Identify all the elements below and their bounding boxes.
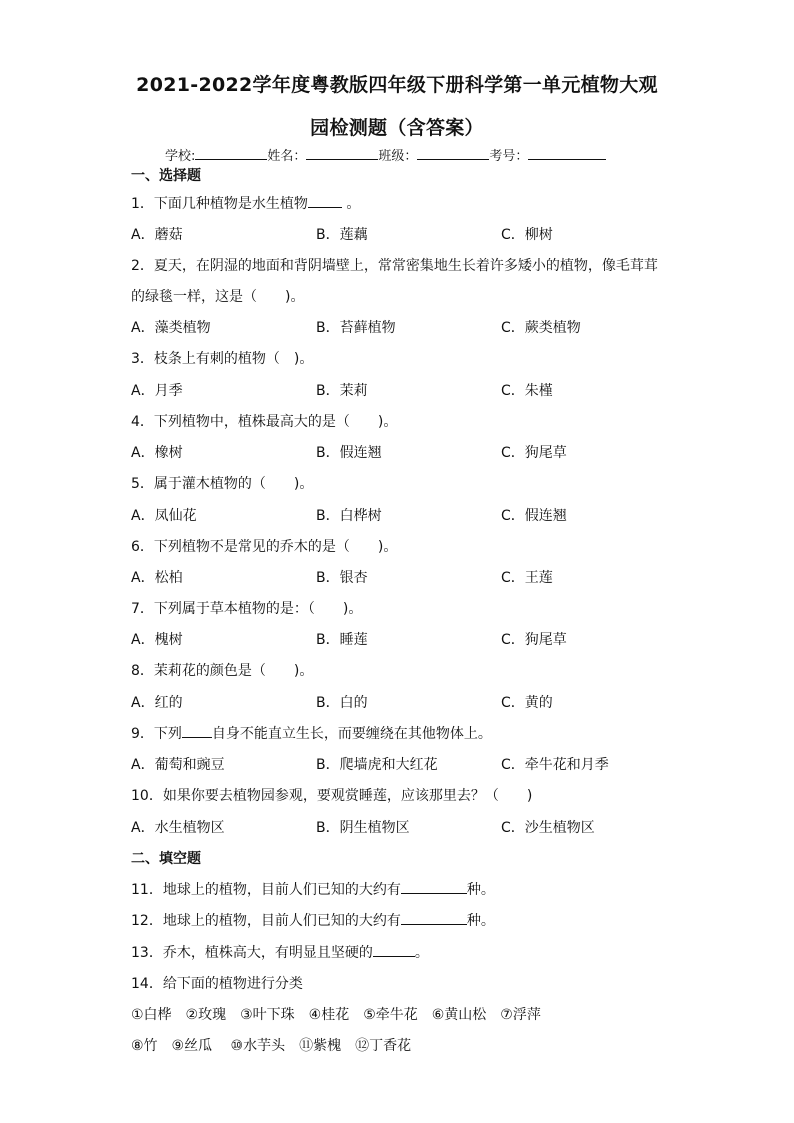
school-label: 学校:: [165, 149, 196, 164]
answer-blank[interactable]: [182, 723, 212, 738]
q4-option-a[interactable]: A．橡树: [131, 445, 183, 461]
q9-option-c[interactable]: C．牵牛花和月季: [501, 757, 609, 773]
question-2-line-1: 2．夏天，在阴湿的地面和背阴墙壁上，常常密集地生长着许多矮小的植物，像毛茸茸: [131, 258, 658, 274]
answer-blank[interactable]: [401, 910, 467, 925]
question-14: 14．给下面的植物进行分类: [131, 976, 303, 992]
q3-option-a[interactable]: A．月季: [131, 383, 183, 399]
q8-option-c[interactable]: C．黄的: [501, 695, 553, 711]
q2-option-b[interactable]: B．苔藓植物: [316, 320, 396, 336]
q2-option-a[interactable]: A．藻类植物: [131, 320, 211, 336]
document-title-line-1: 2021-2022学年度粤教版四年级下册科学第一单元植物大观: [136, 74, 658, 96]
question-1-text: 1．下面几种植物是水生植物: [131, 196, 308, 212]
q9-option-b[interactable]: B．爬墙虎和大红花: [316, 757, 438, 773]
number-blank[interactable]: [528, 147, 606, 160]
q7-option-c[interactable]: C．狗尾草: [501, 632, 567, 648]
section-heading-choice: 一、选择题: [131, 168, 201, 184]
q1-option-b[interactable]: B．莲藕: [316, 227, 368, 243]
q9-option-a[interactable]: A．葡萄和豌豆: [131, 757, 225, 773]
answer-blank[interactable]: [401, 879, 467, 894]
document-title-line-2: 园检测题（含答案）: [310, 117, 484, 139]
question-9: [131, 723, 492, 743]
question-13: [131, 942, 429, 962]
class-blank[interactable]: [417, 147, 489, 160]
question-9-text: 9．下列: [131, 726, 182, 742]
q1-option-c[interactable]: C．柳树: [501, 227, 553, 243]
q6-option-a[interactable]: A．松柏: [131, 570, 183, 586]
class-label: 班级：: [378, 149, 418, 164]
q5-option-c[interactable]: C．假连翘: [501, 508, 567, 524]
q5-option-a[interactable]: A．凤仙花: [131, 508, 197, 524]
question-5: 5．属于灌木植物的（ )。: [131, 476, 314, 492]
q4-option-b[interactable]: B．假连翘: [316, 445, 382, 461]
answer-blank[interactable]: [308, 193, 342, 208]
number-label: 考号：: [489, 149, 529, 164]
question-2-line-2: 的绿毯一样，这是（ )。: [131, 289, 305, 305]
q3-option-b[interactable]: B．茉莉: [316, 383, 368, 399]
q6-option-c[interactable]: C．王莲: [501, 570, 553, 586]
q10-option-b[interactable]: B．阴生植物区: [316, 820, 410, 836]
student-info-row: [165, 145, 606, 164]
q1-option-a[interactable]: A．蘑菇: [131, 227, 183, 243]
question-11-text: 11．地球上的植物，目前人们已知的大约有: [131, 882, 401, 898]
question-1-end: 。: [341, 196, 361, 212]
question-12: [131, 910, 495, 930]
question-3: 3．枝条上有刺的植物（ )。: [131, 351, 314, 367]
question-12-text: 12．地球上的植物，目前人们已知的大约有: [131, 913, 401, 929]
q7-option-b[interactable]: B．睡莲: [316, 632, 368, 648]
name-label: 姓名：: [267, 149, 307, 164]
question-11: [131, 879, 495, 899]
q8-option-a[interactable]: A．红的: [131, 695, 183, 711]
section-heading-fill: 二、填空题: [131, 851, 201, 867]
q8-option-b[interactable]: B．白的: [316, 695, 368, 711]
question-11-end: 种。: [466, 882, 495, 898]
q7-option-a[interactable]: A．槐树: [131, 632, 183, 648]
name-blank[interactable]: [306, 147, 378, 160]
q10-option-a[interactable]: A．水生植物区: [131, 820, 225, 836]
question-4: 4．下列植物中，植株最高大的是（ )。: [131, 414, 398, 430]
plant-list-row-2: ⑧竹 ⑨丝瓜 ⑩水芋头 ⑪紫槐 ⑫丁香花: [131, 1038, 412, 1054]
question-13-end: 。: [414, 945, 429, 961]
q10-option-c[interactable]: C．沙生植物区: [501, 820, 595, 836]
answer-blank[interactable]: [373, 942, 415, 957]
q3-option-c[interactable]: C．朱槿: [501, 383, 553, 399]
question-8: 8．茉莉花的颜色是（ )。: [131, 663, 314, 679]
question-10: 10．如果你要去植物园参观，要观赏睡莲，应该那里去？（ ): [131, 788, 533, 804]
question-1: [131, 193, 360, 213]
q2-option-c[interactable]: C．蕨类植物: [501, 320, 581, 336]
q4-option-c[interactable]: C．狗尾草: [501, 445, 567, 461]
school-blank[interactable]: [195, 147, 267, 160]
question-7: 7．下列属于草本植物的是：（ )。: [131, 601, 363, 617]
question-13-text: 13．乔木，植株高大，有明显且坚硬的: [131, 945, 373, 961]
q5-option-b[interactable]: B．白桦树: [316, 508, 382, 524]
q6-option-b[interactable]: B．银杏: [316, 570, 368, 586]
question-9-end: 自身不能直立生长，而要缠绕在其他物体上。: [211, 726, 492, 742]
plant-list-row-1: ①白桦 ②玫瑰 ③叶下珠 ④桂花 ⑤牵牛花 ⑥黄山松 ⑦浮萍: [131, 1007, 541, 1023]
question-12-end: 种。: [466, 913, 495, 929]
question-6: 6．下列植物不是常见的乔木的是（ )。: [131, 539, 398, 555]
